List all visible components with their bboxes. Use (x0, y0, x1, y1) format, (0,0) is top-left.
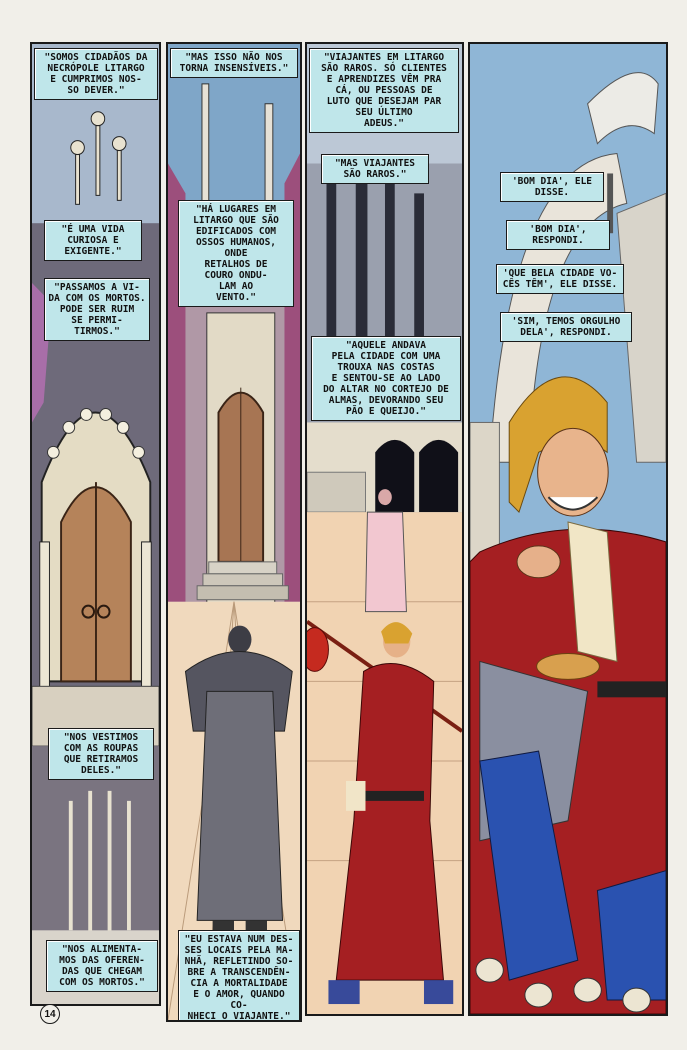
caption-p4-4: 'SIM, TEMOS ORGULHO DELA', RESPONDI. (500, 312, 632, 342)
hooded-figure-illustration (168, 44, 300, 1020)
caption-p2-2: "HÁ LUGARES EM LITARGO QUE SÃO EDIFICADOS COM OSSOS HUMANOS, ONDE RETALHOS DE COURO ONDU- LAM AO VENTO." (178, 200, 294, 307)
caption-p2-1: "MAS ISSO NÃO NOS TORNA INSENSÍVEIS." (170, 48, 298, 78)
panel-1-bone-door (30, 42, 161, 1006)
caption-p1-4: "NOS VESTIMOS COM AS ROUPAS QUE RETIRAMOS DELES." (48, 728, 154, 780)
bone-door-illustration (32, 44, 159, 1004)
page-number: 14 (40, 1004, 60, 1024)
caption-p1-5: "NOS ALIMENTA- MOS DAS OFEREN- DAS QUE CHEGAM COM OS MORTOS." (46, 940, 158, 992)
caption-p4-2: 'BOM DIA', RESPONDI. (506, 220, 610, 250)
panel-4-traveller-seated (468, 42, 668, 1016)
caption-p3-2: "MAS VIAJANTES SÃO RAROS." (321, 154, 429, 184)
caption-p3-1: "VIAJANTES EM LITARGO SÃO RAROS. SÓ CLIENTES E APRENDIZES VÊM PRA CÁ, OU PESSOAS DE LUTO QUE DESEJAM PAR SEU ÚLTIMO ADEUS." (309, 48, 459, 133)
caption-p4-3: 'QUE BELA CIDADE VO- CÊS TÊM', ELE DISSE. (496, 264, 624, 294)
caption-p3-3: "AQUELE ANDAVA PELA CIDADE COM UMA TROUXA NAS COSTAS E SENTOU-SE AO LADO DO ALTAR NO CORTEJO DE ALMAS, DEVORANDO SEU PÃO E QUEIJO." (311, 336, 461, 421)
traveller-walking-illustration (307, 44, 462, 1014)
caption-p1-2: "É UMA VIDA CURIOSA E EXIGENTE." (44, 220, 142, 261)
caption-p1-3: "PASSAMOS A VI- DA COM OS MORTOS. PODE SER RUIM SE PERMI- TIRMOS." (44, 278, 150, 341)
caption-p1-1: "SOMOS CIDADÃOS DA NECRÓPOLE LITARGO E CUMPRIMOS NOS- SO DEVER." (34, 48, 158, 100)
caption-p4-1: 'BOM DIA', ELE DISSE. (500, 172, 604, 202)
panel-3-traveller-walking (305, 42, 464, 1016)
caption-p2-3: "EU ESTAVA NUM DES- SES LOCAIS PELA MA- NHÃ, REFLETINDO SO- BRE A TRANSCENDÊN- CIA A MORTALIDADE E O AMOR, QUANDO CO- NHECI O VIAJANTE." (178, 930, 300, 1022)
panel-2-hooded-figure (166, 42, 302, 1022)
